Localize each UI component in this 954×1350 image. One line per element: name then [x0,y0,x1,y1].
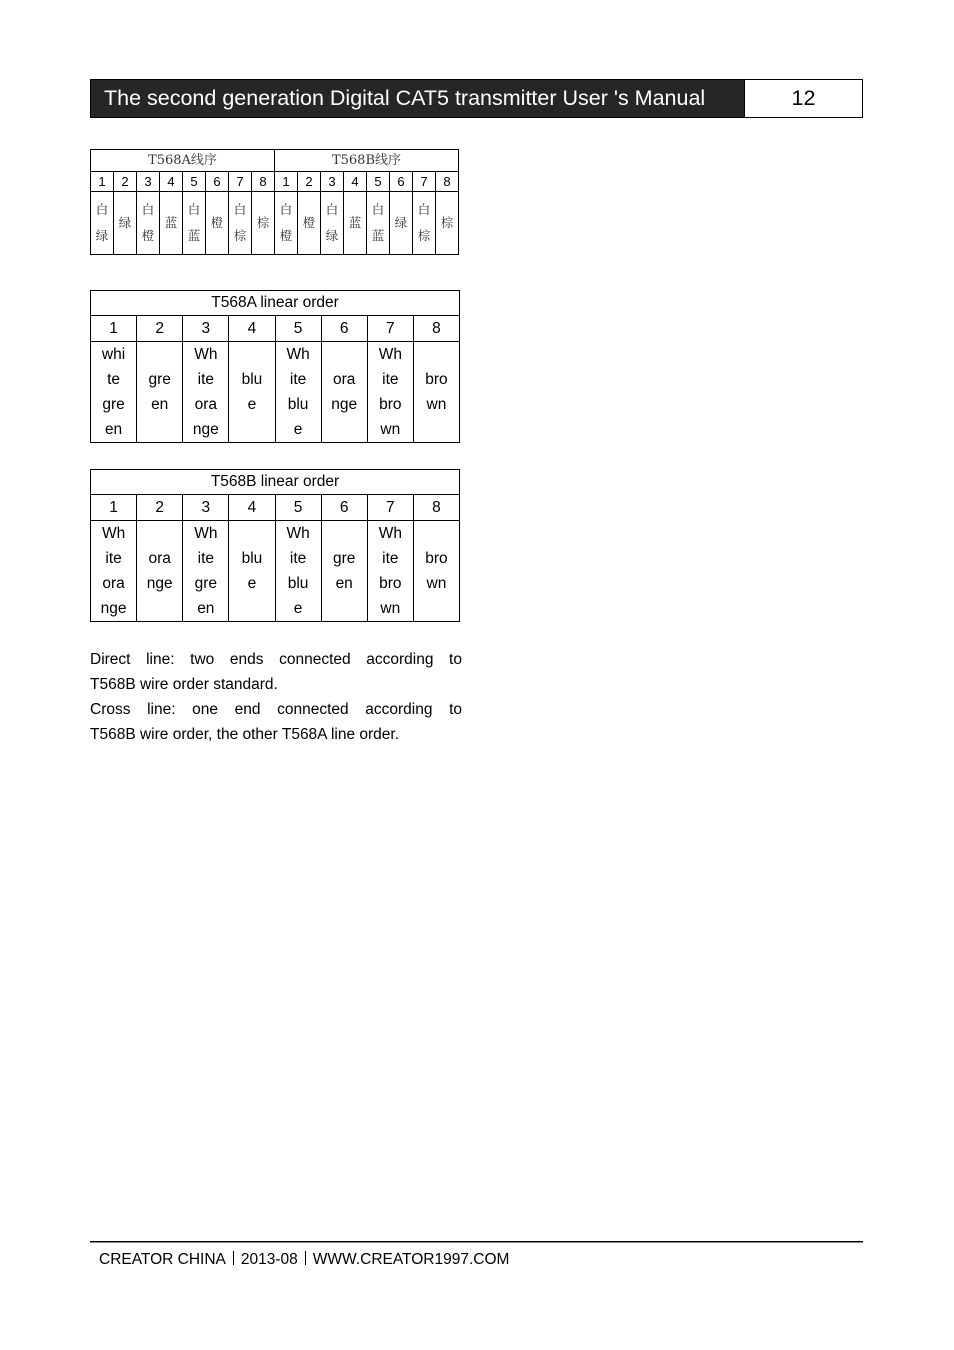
t568a-wire-color-6 [321,342,367,443]
wire-color-text: ite [105,550,122,567]
wiring-notes [90,647,462,747]
t568a-pin-7: 7 [367,316,413,342]
wire-color-text: bro [379,575,402,592]
cn-wire-color-2 [114,192,137,255]
cn-wire-color-row [91,192,459,255]
wire-color-text: wn [380,600,401,617]
wire-color-text: 蓝 [187,228,201,243]
wire-color-text: nge [192,421,219,438]
cn-pin-2: 2 [114,172,137,192]
cn-pin-number-row [91,172,459,192]
t568b-wire-color-4 [229,521,275,622]
cn-wire-color-8 [252,192,275,255]
direct-line-text-2: T568B wire order standard. [90,676,278,693]
wire-color-text: 白 [141,202,155,217]
wire-color-text: 蓝 [164,215,178,230]
t568b-pin-7: 7 [367,495,413,521]
cn-t568b-heading: T568B线序 [275,150,459,172]
direct-line-note [90,647,462,697]
footer-website: WWW.CREATOR1997.COM [312,1251,510,1268]
wire-color-text: e [293,600,303,617]
t568b-pin-3: 3 [183,495,229,521]
wire-color-text: 白 [187,202,201,217]
wire-color-text: wn [426,575,447,592]
cross-line-text-1: Cross line: one end connected according to [90,701,462,718]
footer-date: 2013-08 [240,1251,298,1268]
wire-color-text: Wh [378,525,402,542]
cn-pin-12: 4 [344,172,367,192]
wire-color-text: 白 [279,202,293,217]
t568a-pin-1: 1 [91,316,137,342]
wire-color-text: Wh [286,525,310,542]
t568a-wire-color-2 [137,342,183,443]
cn-pin-3: 3 [137,172,160,192]
wire-color-text: e [293,421,303,438]
cn-pin-9: 1 [275,172,298,192]
wire-color-text: 橙 [279,228,293,243]
wire-color-text: Wh [194,525,218,542]
wire-color-text: bro [379,396,402,413]
cn-pin-6: 6 [206,172,229,192]
t568b-wire-color-6 [321,521,367,622]
cn-pin-11: 3 [321,172,344,192]
wire-color-text: 白 [371,202,385,217]
cross-line-note [90,697,462,747]
t568a-pin-5: 5 [275,316,321,342]
wire-color-text: ite [382,550,399,567]
cn-wire-color-6 [206,192,229,255]
cn-pin-8: 8 [252,172,275,192]
cn-wire-color-15 [413,192,436,255]
t568a-wire-color-3 [183,342,229,443]
t568b-wire-color-3 [183,521,229,622]
cn-wire-color-9 [275,192,298,255]
wire-color-text: ora [332,371,356,388]
wire-color-text: 白 [417,202,431,217]
cn-wire-color-16 [436,192,459,255]
wire-color-text: nge [100,600,127,617]
wire-color-text: gre [332,550,356,567]
t568b-pin-1: 1 [91,495,137,521]
wire-color-text: ite [289,550,307,567]
t568b-wire-color-1 [91,521,137,622]
t568a-pin-4: 4 [229,316,275,342]
t568b-pin-5: 5 [275,495,321,521]
cross-line-text-2: T568B wire order, the other T568A line order. [90,726,400,743]
footer-separator [233,1251,234,1265]
wire-color-text: Wh [286,346,310,363]
wire-color-text: gre [148,371,171,388]
wire-color-text: nge [146,575,173,592]
wire-color-text: Wh [378,346,402,363]
wire-color-text: ora [194,396,218,413]
cn-t568a-heading: T568A线序 [91,150,275,172]
wire-color-text: gre [194,575,218,592]
page-footer [99,1249,509,1271]
t568b-table [90,469,460,622]
t568b-pin-6: 6 [321,495,367,521]
wire-color-text: ite [197,550,214,567]
wire-color-text: gre [102,396,125,413]
cn-pin-1: 1 [91,172,114,192]
cn-pin-5: 5 [183,172,206,192]
wire-color-text: ite [197,371,214,388]
wire-color-text: en [197,600,215,617]
wire-color-text: 白 [95,202,109,217]
page-number: 12 [744,80,862,117]
cn-pin-16: 8 [436,172,459,192]
cn-pin-10: 2 [298,172,321,192]
wire-color-text: blu [287,396,309,413]
t568b-pin-8: 8 [413,495,459,521]
cn-pin-7: 7 [229,172,252,192]
wire-color-text: Wh [194,346,218,363]
wire-color-text: 绿 [95,228,109,243]
t568a-wire-color-8 [413,342,459,443]
wire-color-text: bro [425,371,448,388]
wire-color-text: 橙 [141,228,155,243]
t568b-wire-color-5 [275,521,321,622]
wire-color-text: nge [331,396,358,413]
cn-wire-color-3 [137,192,160,255]
document-title: The second generation Digital CAT5 transmitter User 's Manual [91,80,744,117]
wire-color-text: e [247,396,257,413]
cn-pin-4: 4 [160,172,183,192]
t568b-color-row [91,521,460,622]
wire-color-text: ora [102,575,125,592]
t568a-color-row [91,342,460,443]
cn-wire-color-13 [367,192,390,255]
wire-color-text: en [104,421,123,438]
cn-wire-color-4 [160,192,183,255]
t568a-pin-2: 2 [137,316,183,342]
wire-color-text: ite [382,371,399,388]
cn-wire-color-14 [390,192,413,255]
wire-color-text: bro [425,550,448,567]
t568b-pin-row [91,495,460,521]
t568b-title: T568B linear order [91,470,460,495]
wire-color-text: 白 [233,202,247,217]
cn-wire-color-10 [298,192,321,255]
t568a-title: T568A linear order [91,291,460,316]
wire-color-text: en [335,575,353,592]
wire-color-text: e [247,575,257,592]
wire-color-text: 绿 [394,215,408,230]
t568b-pin-4: 4 [229,495,275,521]
t568a-pin-6: 6 [321,316,367,342]
wire-color-text: blu [241,550,263,567]
footer-company: CREATOR CHINA [99,1251,226,1268]
page-header [90,79,863,118]
wire-color-text: en [151,396,169,413]
wire-color-text: 棕 [417,228,431,243]
t568b-wire-color-2 [137,521,183,622]
t568a-wire-color-4 [229,342,275,443]
wire-color-text: 蓝 [348,215,362,230]
cn-wire-order-table [90,149,459,255]
t568a-pin-3: 3 [183,316,229,342]
wire-color-text: te [107,371,121,388]
t568a-pin-row [91,316,460,342]
wire-color-text: wn [426,396,447,413]
t568a-wire-color-1 [91,342,137,443]
wire-color-text: 棕 [256,215,270,230]
t568b-pin-2: 2 [137,495,183,521]
wire-color-text: 白 [325,202,339,217]
cn-pin-15: 7 [413,172,436,192]
wire-color-text: 棕 [233,228,247,243]
cn-wire-color-7 [229,192,252,255]
t568b-wire-color-7 [367,521,413,622]
cn-wire-color-1 [91,192,114,255]
wire-color-text: wn [380,421,401,438]
direct-line-text-1: Direct line: two ends connected according to [90,651,462,668]
wire-color-text: Wh [101,525,126,542]
cn-wire-color-12 [344,192,367,255]
t568a-wire-color-7 [367,342,413,443]
t568a-wire-color-5 [275,342,321,443]
cn-pin-14: 6 [390,172,413,192]
t568a-pin-8: 8 [413,316,459,342]
wire-color-text: 蓝 [371,228,385,243]
wire-color-text: ite [289,371,307,388]
cn-wire-color-5 [183,192,206,255]
t568a-table [90,290,460,443]
footer-separator [305,1251,306,1265]
footer-divider [90,1241,863,1243]
wire-color-text: 棕 [440,215,454,230]
wire-color-text: 橙 [210,215,224,230]
cn-pin-13: 5 [367,172,390,192]
cn-wire-color-11 [321,192,344,255]
wire-color-text: 橙 [302,215,316,230]
wire-color-text: blu [241,371,263,388]
wire-color-text: whi [101,346,126,363]
wire-color-text: blu [287,575,309,592]
wire-color-text: 绿 [118,215,132,230]
t568b-wire-color-8 [413,521,459,622]
wire-color-text: ora [148,550,171,567]
wire-color-text: 绿 [325,228,339,243]
